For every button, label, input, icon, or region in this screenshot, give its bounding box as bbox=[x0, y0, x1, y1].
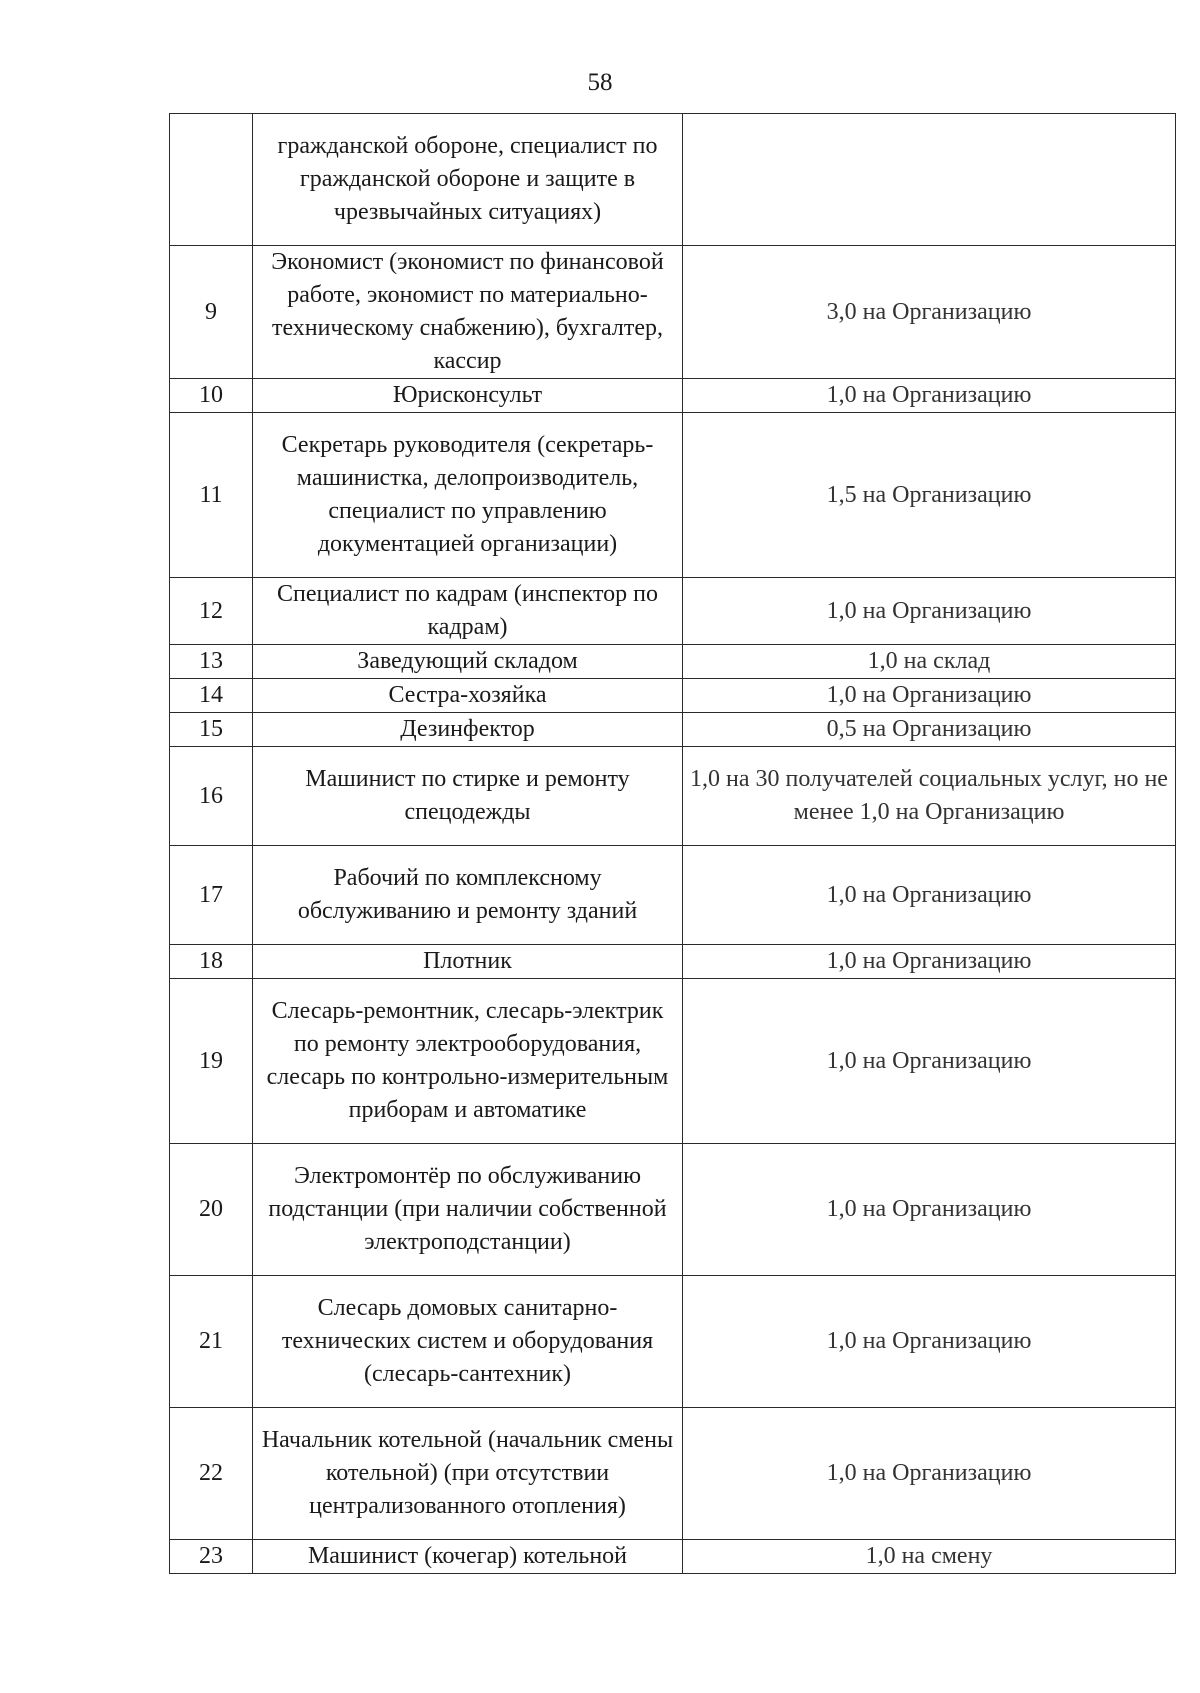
row-number: 9 bbox=[170, 246, 253, 379]
staff-norm-cell: 1,0 на Организацию bbox=[683, 945, 1176, 979]
table-row bbox=[170, 713, 1176, 747]
page-number: 58 bbox=[587, 69, 613, 96]
position-cell: Машинист по стирке и ремонту спецодежды bbox=[253, 747, 683, 846]
staff-norm-cell: 0,5 на Организацию bbox=[683, 713, 1176, 747]
position-cell: гражданской обороне, специалист по гражданской обороне и защите в чрезвычайных ситуациях) bbox=[253, 114, 683, 246]
staff-norm-cell: 1,0 на 30 получателей социальных услуг, но не менее 1,0 на Организацию bbox=[683, 747, 1176, 846]
row-number: 10 bbox=[170, 379, 253, 413]
staff-norm-cell bbox=[683, 114, 1176, 246]
position-cell: Сестра-хозяйка bbox=[253, 679, 683, 713]
staff-norm-cell: 1,0 на Организацию bbox=[683, 578, 1176, 645]
staff-norm-cell: 1,0 на смену bbox=[683, 1540, 1176, 1574]
staff-norm-cell: 1,0 на Организацию bbox=[683, 1276, 1176, 1408]
row-number: 13 bbox=[170, 645, 253, 679]
position-cell: Дезинфектор bbox=[253, 713, 683, 747]
table-row bbox=[170, 846, 1176, 945]
row-number: 22 bbox=[170, 1408, 253, 1540]
table-row bbox=[170, 945, 1176, 979]
position-cell: Рабочий по комплексному обслуживанию и ремонту зданий bbox=[253, 846, 683, 945]
table-row bbox=[170, 1276, 1176, 1408]
staff-norm-cell: 1,0 на Организацию bbox=[683, 1144, 1176, 1276]
position-cell: Слесарь-ремонтник, слесарь-электрик по ремонту электрооборудования, слесарь по контрольно-измерительным приборам и автоматике bbox=[253, 979, 683, 1144]
staff-norm-cell: 1,0 на Организацию bbox=[683, 846, 1176, 945]
position-cell: Специалист по кадрам (инспектор по кадрам) bbox=[253, 578, 683, 645]
staff-norm-cell: 1,0 на Организацию bbox=[683, 1408, 1176, 1540]
staff-norm-cell: 3,0 на Организацию bbox=[683, 246, 1176, 379]
row-number: 19 bbox=[170, 979, 253, 1144]
staff-norm-cell: 1,0 на склад bbox=[683, 645, 1176, 679]
position-cell: Заведующий складом bbox=[253, 645, 683, 679]
position-cell: Секретарь руководителя (секретарь-машинистка, делопроизводитель, специалист по управлению документацией организации) bbox=[253, 413, 683, 578]
staff-norm-cell: 1,0 на Организацию bbox=[683, 379, 1176, 413]
row-number: 12 bbox=[170, 578, 253, 645]
table-row bbox=[170, 747, 1176, 846]
row-number: 14 bbox=[170, 679, 253, 713]
staff-norm-cell: 1,0 на Организацию bbox=[683, 979, 1176, 1144]
position-cell: Плотник bbox=[253, 945, 683, 979]
position-cell: Машинист (кочегар) котельной bbox=[253, 1540, 683, 1574]
row-number: 18 bbox=[170, 945, 253, 979]
table-row bbox=[170, 1144, 1176, 1276]
table-row bbox=[170, 979, 1176, 1144]
table-row bbox=[170, 1408, 1176, 1540]
row-number: 21 bbox=[170, 1276, 253, 1408]
row-number: 17 bbox=[170, 846, 253, 945]
table-row bbox=[170, 679, 1176, 713]
row-number: 20 bbox=[170, 1144, 253, 1276]
position-cell: Экономист (экономист по финансовой работе, экономист по материально-техническому снабжению), бухгалтер, кассир bbox=[253, 246, 683, 379]
table-row bbox=[170, 578, 1176, 645]
staff-norm-cell: 1,5 на Организацию bbox=[683, 413, 1176, 578]
table-row bbox=[170, 379, 1176, 413]
row-number: 23 bbox=[170, 1540, 253, 1574]
position-cell: Слесарь домовых санитарно-технических систем и оборудования (слесарь-сантехник) bbox=[253, 1276, 683, 1408]
table-row bbox=[170, 413, 1176, 578]
table-row bbox=[170, 114, 1176, 246]
table-row bbox=[170, 1540, 1176, 1574]
staffing-table bbox=[169, 113, 1176, 1574]
position-cell: Юрисконсульт bbox=[253, 379, 683, 413]
position-cell: Электромонтёр по обслуживанию подстанции (при наличии собственной электроподстанции) bbox=[253, 1144, 683, 1276]
row-number: 15 bbox=[170, 713, 253, 747]
row-number bbox=[170, 114, 253, 246]
position-cell: Начальник котельной (начальник смены котельной) (при отсутствии централизованного отопления) bbox=[253, 1408, 683, 1540]
row-number: 16 bbox=[170, 747, 253, 846]
table-row bbox=[170, 645, 1176, 679]
row-number: 11 bbox=[170, 413, 253, 578]
staff-norm-cell: 1,0 на Организацию bbox=[683, 679, 1176, 713]
table-row bbox=[170, 246, 1176, 379]
